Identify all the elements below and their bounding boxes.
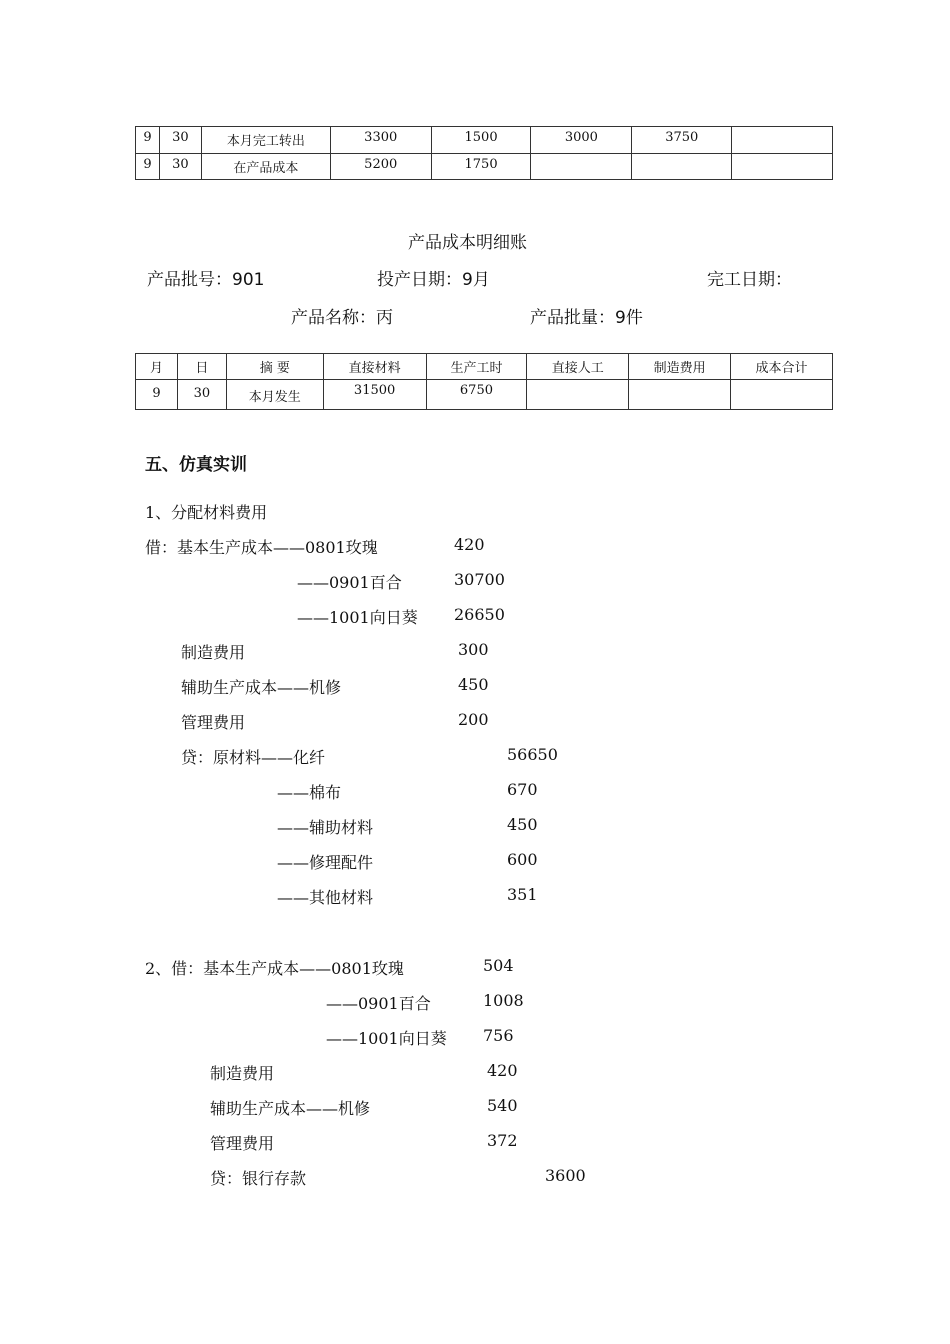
header-direct-material: 直接材料 bbox=[323, 354, 426, 380]
table-row bbox=[136, 380, 833, 410]
entry-line-amount: 450 bbox=[507, 815, 538, 834]
entry-line-amount: 30700 bbox=[454, 570, 505, 589]
cell-total-cost bbox=[731, 380, 833, 410]
entry-line-label: 管理费用 bbox=[181, 713, 246, 732]
entry-line-label: ——棉布 bbox=[277, 783, 342, 802]
entry-line-amount: 756 bbox=[483, 1026, 514, 1045]
batch-quantity: 产品批量：9件 bbox=[530, 308, 643, 328]
cell-col8 bbox=[732, 127, 833, 154]
entry-line-label: 辅助生产成本——机修 bbox=[210, 1099, 371, 1118]
header-summary: 摘 要 bbox=[226, 354, 323, 380]
entry-line-amount: 1008 bbox=[483, 991, 524, 1010]
entry-line-label: ——辅助材料 bbox=[277, 818, 374, 837]
start-date: 投产日期：9月 bbox=[377, 270, 490, 290]
cell-summary: 本月发生 bbox=[226, 380, 323, 410]
entry-line-label: ——0901百合 bbox=[297, 573, 402, 592]
cell-month: 9 bbox=[136, 380, 178, 410]
entry-line-amount: 420 bbox=[487, 1061, 518, 1080]
cell-direct-material: 31500 bbox=[323, 380, 426, 410]
product-cost-ledger-table bbox=[135, 353, 833, 410]
product-name: 产品名称：丙 bbox=[291, 308, 393, 328]
entry-line-label: ——0901百合 bbox=[326, 994, 431, 1013]
entry-line-label: 制造费用 bbox=[181, 643, 246, 662]
cell-col6: 3000 bbox=[531, 127, 632, 154]
cell-day: 30 bbox=[159, 154, 201, 180]
header-overhead: 制造费用 bbox=[629, 354, 731, 380]
entry-line-amount: 372 bbox=[487, 1131, 518, 1150]
entry-line-amount: 200 bbox=[458, 710, 489, 729]
entry-line-label: 贷：原材料——化纤 bbox=[181, 748, 326, 767]
header-day: 日 bbox=[177, 354, 226, 380]
entry-line-label: ——1001向日葵 bbox=[297, 608, 418, 627]
cell-direct-labor bbox=[527, 380, 629, 410]
cell-direct-material: 3300 bbox=[330, 127, 431, 154]
batch-number: 产品批号：901 bbox=[147, 270, 265, 290]
entry-line-label: 辅助生产成本——机修 bbox=[181, 678, 342, 697]
entry-line-label: 管理费用 bbox=[210, 1134, 275, 1153]
entry-line-amount: 600 bbox=[507, 850, 538, 869]
entry-line-label: 借：基本生产成本——0801玫瑰 bbox=[145, 538, 378, 557]
entry-line-amount: 540 bbox=[487, 1096, 518, 1115]
entry-line-amount: 504 bbox=[483, 956, 514, 975]
cell-col6 bbox=[531, 154, 632, 180]
header-total-cost: 成本合计 bbox=[731, 354, 833, 380]
entry-line-amount: 450 bbox=[458, 675, 489, 694]
header-direct-labor: 直接人工 bbox=[527, 354, 629, 380]
cell-month: 9 bbox=[136, 154, 160, 180]
entry-line-label: ——1001向日葵 bbox=[326, 1029, 447, 1048]
entry-line-amount: 56650 bbox=[507, 745, 558, 764]
cell-col7: 3750 bbox=[632, 127, 732, 154]
cell-overhead bbox=[629, 380, 731, 410]
table-header-row bbox=[136, 354, 833, 380]
cell-day: 30 bbox=[177, 380, 226, 410]
end-date: 完工日期： bbox=[707, 270, 792, 290]
header-work-hours: 生产工时 bbox=[426, 354, 527, 380]
cell-work-hours: 6750 bbox=[426, 380, 527, 410]
cell-month: 9 bbox=[136, 127, 160, 154]
table-row bbox=[136, 154, 833, 180]
cell-col5: 1750 bbox=[431, 154, 531, 180]
entry-line-amount: 300 bbox=[458, 640, 489, 659]
entry1-title: 1、分配材料费用 bbox=[145, 503, 268, 522]
cell-col5: 1500 bbox=[431, 127, 531, 154]
cell-summary: 本月完工转出 bbox=[201, 127, 330, 154]
cell-summary: 在产品成本 bbox=[201, 154, 330, 180]
table-row bbox=[136, 127, 833, 154]
entry-line-amount: 420 bbox=[454, 535, 485, 554]
cell-direct-material: 5200 bbox=[330, 154, 431, 180]
section-heading: 五、仿真实训 bbox=[145, 455, 247, 475]
cell-col7 bbox=[632, 154, 732, 180]
entry-line-amount: 3600 bbox=[545, 1166, 586, 1185]
entry-line-label: 制造费用 bbox=[210, 1064, 275, 1083]
ledger-title: 产品成本明细账 bbox=[408, 233, 527, 253]
entry-line-amount: 351 bbox=[507, 885, 538, 904]
entry-line-amount: 670 bbox=[507, 780, 538, 799]
entry-line-label: ——其他材料 bbox=[277, 888, 374, 907]
cell-col8 bbox=[732, 154, 833, 180]
entry-line-label: ——修理配件 bbox=[277, 853, 374, 872]
entry-line-label: 贷：银行存款 bbox=[210, 1169, 307, 1188]
ledger-table-continued bbox=[135, 126, 833, 180]
entry-line-amount: 26650 bbox=[454, 605, 505, 624]
header-month: 月 bbox=[136, 354, 178, 380]
cell-day: 30 bbox=[159, 127, 201, 154]
entry-line-label: 2、借：基本生产成本——0801玫瑰 bbox=[145, 959, 404, 978]
